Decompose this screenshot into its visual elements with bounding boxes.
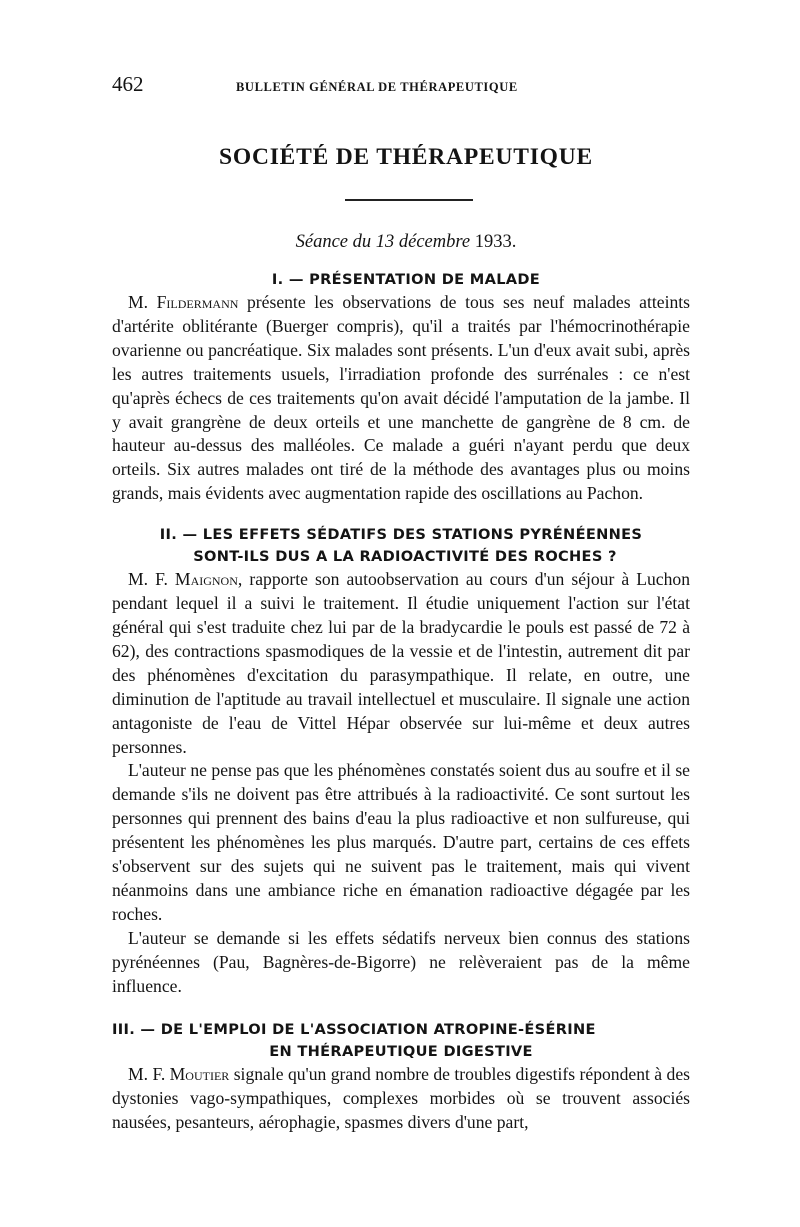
- speaker-name: Maignon: [174, 569, 238, 590]
- section-2-paragraph-2: L'auteur ne pense pas que les phénomènes constatés soient dus au soufre et il se demande s'ils ne doivent pas être attribués à la radioactivité. Ce sont surtout les personnes qui prennent des bains d'eau la plus radioactive et non sulfureuse, qui présentent les phénomènes les plus marqués. D'autre part, certains de ces effets s'observent sur des sujets qui ne suivent pas le traitement, mais qui vivent néanmoins dans une ambiance riche en émanation radioactive dégagée par les roches.: [112, 760, 690, 924]
- page-title: SOCIÉTÉ DE THÉRAPEUTIQUE: [219, 144, 593, 170]
- section-2-heading: [112, 524, 690, 568]
- journal-title: BULLETIN GÉNÉRAL DE THÉRAPEUTIQUE: [236, 80, 518, 94]
- section-2-paragraph-1: [112, 568, 690, 759]
- section-2-paragraph-3: L'auteur se demande si les effets sédatifs nerveux bien connus des stations pyrénéennes (Pau, Bagnères-de-Bigorre) ne relèveraient pas de la même influence.: [112, 927, 690, 996]
- section-2-heading-line-1: II. — LES EFFETS SÉDATIFS DES STATIONS PYRÉNÉENNES: [159, 526, 643, 544]
- speaker-name: Fildermann: [156, 292, 239, 312]
- section-1-paragraph: [112, 291, 690, 506]
- title-divider: [345, 199, 473, 201]
- paragraph-text: présente les observations de tous ses neuf malades atteints d'artérite oblitérante (Buerger compris), qu'il a traités par l'hémocrinothérapie ovarienne ou pancréatique. Six malades sont présents. L'un d'eux avait subi, après les autres traitements usuels, l'irradiation profonde des surrénales : ce n'est qu'après échecs de ces traitements qu'on avait décidé l'amputation de la jambe. Il y avait grangrène de deux orteils et une manchette de gangrène de 8 cm. de hauteur au-dessus des malléoles. Ce malade a guéri n'ayant perdu que deux orteils. Six autres malades ont tiré de la méthode des avantages plus ou moins grands, mais évidents avec augmentation rapide des oscillations au Pachon.: [112, 292, 690, 504]
- section-3-heading: [112, 1019, 690, 1063]
- section-2-heading-line-2: SONT-ILS DUS A LA RADIOACTIVITÉ DES ROCHES ?: [193, 548, 617, 566]
- section-1-heading: I. — PRÉSENTATION DE MALADE: [271, 271, 541, 288]
- paragraph-text: signale qu'un grand nombre de troubles digestifs répondent à des dystonies vago-sympathiques, complexes morbides où se trouvent associés nausées, pesanteurs, aérophagie, spasmes divers d'une part,: [112, 1064, 690, 1133]
- page-number: 462: [112, 72, 144, 96]
- speaker-prefix: M.: [128, 292, 157, 312]
- session-date-label: Séance du 13 décembre: [295, 232, 471, 252]
- speaker-name: Moutier: [169, 1064, 230, 1085]
- session-date: [112, 232, 690, 253]
- section-3-paragraph: [112, 1063, 690, 1135]
- speaker-prefix: M. F.: [128, 1064, 170, 1085]
- running-header: [112, 72, 690, 100]
- section-3-heading-line-1: III. — DE L'EMPLOI DE L'ASSOCIATION ATROPINE-ÉSÉRINE: [112, 1021, 596, 1039]
- section-3-heading-line-2: EN THÉRAPEUTIQUE DIGESTIVE: [269, 1043, 533, 1061]
- paragraph-text: , rapporte son autoobservation au cours d'un séjour à Luchon pendant lequel il a suivi le traitement. Il étudie uniquement l'action sur l'état général qui s'est traduite chez lui par de la bradycardie le pouls est passé de 72 à 62), des contractions spasmodiques de la vessie et de l'intestin, autrement dit par des phénomènes d'excitation du parasympathique. Il relate, en outre, une diminution de l'aptitude au travail intellectuel et musculaire. Il signale une action antagoniste de l'eau de Vittel Hépar observée sur lui-même et deux autres personnes.: [112, 569, 690, 757]
- speaker-prefix: M. F.: [128, 569, 175, 590]
- session-year: 1933.: [474, 232, 517, 252]
- document-page: [112, 72, 690, 1135]
